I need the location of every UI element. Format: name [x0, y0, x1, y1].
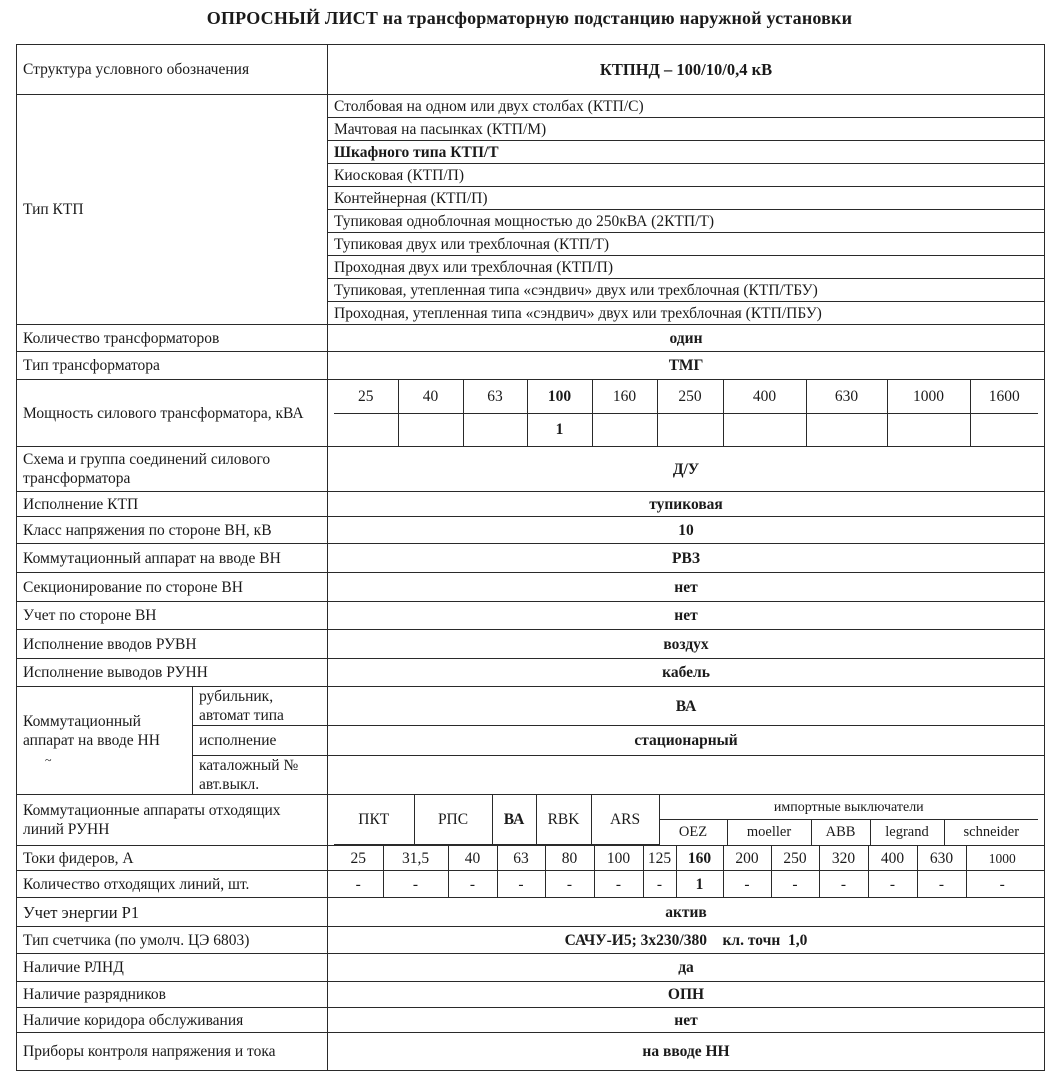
ruvn-inputs-value: воздух: [328, 630, 1045, 659]
meter-type-value: САЧУ-И5; 3х230/380 кл. точн 1,0: [328, 927, 1045, 954]
ktp-type-option: Столбовая на одном или двух столбах (КТП/С): [328, 95, 1045, 118]
feeder-current: 25: [334, 846, 383, 870]
ktp-type-option: Тупиковая двух или трехблочная (КТП/Т): [328, 233, 1045, 256]
import-brand: moeller: [727, 820, 811, 845]
power-value: 25: [334, 380, 398, 413]
feeder-current: 630: [917, 846, 966, 870]
hv-metering-label: Учет по стороне ВН: [17, 602, 328, 630]
ktp-type-option: Тупиковая, утепленная типа «сэндвич» двух или трехблочная (КТП/ТБУ): [328, 279, 1045, 302]
hv-sectioning-label: Секционирование по стороне ВН: [17, 573, 328, 602]
power-value: 630: [806, 380, 887, 413]
power-value: 160: [592, 380, 657, 413]
lv-switch-label: Коммутационный аппарат на вводе НН: [23, 712, 160, 749]
scheme-label: Схема и группа соединений силового трансформатора: [17, 447, 328, 492]
ktp-type-option-selected: Шкафного типа КТП/Т: [328, 141, 1045, 164]
outgoing-lines-count-selected: 1: [676, 871, 723, 897]
outgoing-lines-count: -: [383, 871, 448, 897]
hv-sectioning-value: нет: [328, 573, 1045, 602]
hv-metering-value: нет: [328, 602, 1045, 630]
arresters-label: Наличие разрядников: [17, 982, 328, 1008]
runn-outputs-value: кабель: [328, 659, 1045, 687]
voltage-class-label: Класс напряжения по стороне ВН, кВ: [17, 517, 328, 544]
outgoing-lines-count: -: [917, 871, 966, 897]
outgoing-lines-label: Количество отходящих линий, шт.: [17, 871, 328, 898]
feeder-current: 100: [594, 846, 643, 870]
lv-switch-row-value: [328, 756, 1045, 795]
power-value: 40: [398, 380, 463, 413]
feeder-current: 320: [819, 846, 868, 870]
ktp-execution-label: Исполнение КТП: [17, 492, 328, 517]
outgoing-lines-count: -: [868, 871, 917, 897]
outgoing-switches-grid: [328, 795, 1045, 846]
feeder-currents-grid: [328, 846, 1045, 871]
rlnd-value: да: [328, 954, 1045, 982]
lv-switch-mark: ~: [45, 752, 52, 767]
corridor-label: Наличие коридора обслуживания: [17, 1008, 328, 1033]
ktp-type-label: Тип КТП: [17, 95, 328, 325]
outgoing-lines-count: -: [497, 871, 545, 897]
lv-switch-row-value: ВА: [328, 687, 1045, 726]
transformer-type-value: ТМГ: [328, 352, 1045, 380]
ktp-type-option: Мачтовая на пасынках (КТП/М): [328, 118, 1045, 141]
power-value: 63: [463, 380, 527, 413]
hv-switch-label: Коммутационный аппарат на вводе ВН: [17, 544, 328, 573]
arresters-value: ОПН: [328, 982, 1045, 1008]
outgoing-lines-grid: [328, 871, 1045, 898]
power-value-selected: 100: [527, 380, 592, 413]
import-brand: ABB: [811, 820, 870, 845]
rlnd-label: Наличие РЛНД: [17, 954, 328, 982]
outgoing-type: RBK: [536, 795, 591, 845]
feeder-current: 1000: [966, 846, 1038, 870]
power-value: 1000: [887, 380, 970, 413]
feeder-current: 31,5: [383, 846, 448, 870]
outgoing-lines-count: -: [966, 871, 1038, 897]
ruvn-inputs-label: Исполнение вводов РУВН: [17, 630, 328, 659]
power-label: Мощность силового трансформатора, кВА: [17, 380, 328, 447]
ktp-type-option: Проходная, утепленная типа «сэндвич» двух или трехблочная (КТП/ПБУ): [328, 302, 1045, 325]
lv-switch-cell: [17, 687, 193, 795]
row-ktp-type-0: [17, 95, 1045, 118]
control-devices-value: на вводе НН: [328, 1033, 1045, 1071]
feeder-current: 400: [868, 846, 917, 870]
lv-switch-row-label: каталожный № авт.выкл.: [193, 756, 328, 795]
power-selected-count: 1: [527, 413, 592, 446]
lv-switch-row-label: исполнение: [193, 726, 328, 756]
feeder-current-selected: 160: [676, 846, 723, 870]
outgoing-lines-count: -: [643, 871, 676, 897]
feeder-current: 80: [545, 846, 594, 870]
feeder-current: 125: [643, 846, 676, 870]
ktp-type-option: Проходная двух или трехблочная (КТП/П): [328, 256, 1045, 279]
hv-switch-value: РВЗ: [328, 544, 1045, 573]
feeder-current: 40: [448, 846, 497, 870]
transformer-type-label: Тип трансформатора: [17, 352, 328, 380]
outgoing-type: ПКТ: [334, 795, 414, 845]
transformer-count-value: один: [328, 325, 1045, 352]
feeder-currents-label: Токи фидеров, А: [17, 846, 328, 871]
questionnaire-table: [16, 44, 1045, 1071]
outgoing-switches-label: Коммутационные аппараты отходящих линий РУНН: [17, 795, 328, 846]
outgoing-type: РПС: [414, 795, 492, 845]
energy-metering-label: Учет энергии Р1: [17, 898, 328, 927]
feeder-current: 200: [723, 846, 771, 870]
outgoing-lines-count: -: [545, 871, 594, 897]
control-devices-label: Приборы контроля напряжения и тока: [17, 1033, 328, 1071]
outgoing-lines-count: -: [594, 871, 643, 897]
import-switches-label: импортные выключатели: [659, 795, 1038, 820]
ktp-type-option: Киосковая (КТП/П): [328, 164, 1045, 187]
voltage-class-value: 10: [328, 517, 1045, 544]
power-grid: [328, 380, 1045, 447]
feeder-current: 63: [497, 846, 545, 870]
outgoing-type-selected: ВА: [492, 795, 536, 845]
outgoing-type: ARS: [591, 795, 659, 845]
ktp-type-option: Тупиковая одноблочная мощностью до 250кВА (2КТП/Т): [328, 210, 1045, 233]
page-title: ОПРОСНЫЙ ЛИСТ на трансформаторную подстанцию наружной установки: [206, 8, 853, 28]
outgoing-lines-count: -: [723, 871, 771, 897]
power-value: 250: [657, 380, 723, 413]
import-brand: OEZ: [659, 820, 727, 845]
outgoing-lines-count: -: [448, 871, 497, 897]
row-designation: [17, 45, 1045, 95]
outgoing-lines-count: -: [771, 871, 819, 897]
import-brand: legrand: [870, 820, 944, 845]
ktp-execution-value: тупиковая: [328, 492, 1045, 517]
ktp-type-option: Контейнерная (КТП/П): [328, 187, 1045, 210]
designation-value: КТПНД – 100/10/0,4 кВ: [328, 45, 1045, 95]
lv-switch-row-value: стационарный: [328, 726, 1045, 756]
scheme-value: Д/У: [328, 447, 1045, 492]
meter-type-label: Тип счетчика (по умолч. ЦЭ 6803): [17, 927, 328, 954]
runn-outputs-label: Исполнение выводов РУНН: [17, 659, 328, 687]
corridor-value: нет: [328, 1008, 1045, 1033]
power-value: 400: [723, 380, 806, 413]
transformer-count-label: Количество трансформаторов: [17, 325, 328, 352]
outgoing-lines-count: -: [334, 871, 383, 897]
energy-metering-value: актив: [328, 898, 1045, 927]
lv-switch-row-label: рубильник, автомат типа: [193, 687, 328, 726]
import-brand: schneider: [944, 820, 1038, 845]
outgoing-lines-count: -: [819, 871, 868, 897]
power-value: 1600: [970, 380, 1038, 413]
feeder-current: 250: [771, 846, 819, 870]
designation-label: Структура условного обозначения: [17, 45, 328, 95]
